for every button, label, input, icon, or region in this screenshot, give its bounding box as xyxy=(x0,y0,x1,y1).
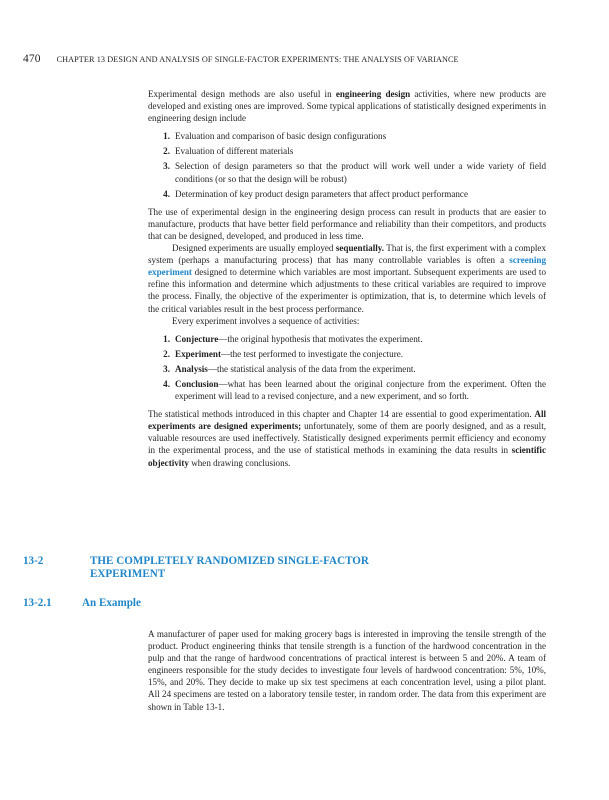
running-title: CHAPTER 13 DESIGN AND ANALYSIS OF SINGLE-FACTOR EXPERIMENTS: THE ANALYSIS OF VARIANCE xyxy=(56,55,459,64)
paragraph: Designed experiments are usually employed sequentially. That is, the first experiment with a complex system (perhaps a manufacturing process) that has many controllable variables is often a screening experiment designed to determine which variables are most important. Subsequent experiments are used to refine this information and determine which adjustments to these critical variables are required to improve the process. Finally, the objective of the experimenter is optimization, that is, to determine which levels of the critical variables result in the best process performance. xyxy=(148,243,546,314)
list-item: 4. Conclusion—what has been learned about the original conjecture from the experiment. Often the experiment will lead to a revised conjecture, and a new experiment, and so forth. xyxy=(163,378,546,402)
key-term: All experiments are designed experiments; xyxy=(148,409,546,432)
list-item: 3. Selection of design parameters so that the product will work well under a wide variety of field conditions (or so that the design will be robust) xyxy=(163,161,546,184)
paragraph: Experimental design methods are also useful in engineering design activities, where new products are developed and existing ones are improved. Some typical applications of statistically designed experiments in engineering design include xyxy=(148,89,546,124)
paragraph: Every experiment involves a sequence of activities: xyxy=(172,315,360,326)
list-item: 2. Evaluation of different materials xyxy=(163,146,294,157)
subsection-number: 13-2.1 xyxy=(23,597,52,609)
section-number: 13-2 xyxy=(23,555,44,567)
subsection-title: An Example xyxy=(82,597,141,609)
defined-term: screening experiment xyxy=(148,255,546,278)
paragraph: The use of experimental design in the engineering design process can result in products that are easier to manufacture, products that have better field performance and reliability than their competitors, and products that can be designed, developed, and produced in less time. xyxy=(148,206,546,241)
key-term: sequentially. xyxy=(335,243,385,254)
paragraph: The statistical methods introduced in this chapter and Chapter 14 are essential to good experimentation. All experiments are designed experiments; unfortunately, some of them are poorly designed, and as a result, valuable resources are used ineffectively. Statistically designed experiments permit efficiency and economy in the experimental process, and the use of statistical methods in examining the data results in scientific objectivity when drawing conclusions. xyxy=(148,409,546,468)
design-applications-list xyxy=(148,130,546,199)
example-text xyxy=(148,628,546,713)
subsection-heading xyxy=(23,597,141,609)
list-item: 1. Conjecture—the original hypothesis that motivates the experiment. xyxy=(163,333,423,344)
experiment-activities-list xyxy=(148,333,546,402)
key-term: scientific objectivity xyxy=(148,445,546,468)
running-head xyxy=(23,53,569,65)
list-item: 4. Determination of key product design parameters that affect product performance xyxy=(163,188,468,199)
intro-text xyxy=(148,88,546,469)
page-number: 470 xyxy=(23,53,41,65)
section-heading xyxy=(23,555,430,581)
list-item: 3. Analysis—the statistical analysis of the data from the experiment. xyxy=(163,363,416,374)
paragraph: A manufacturer of paper used for making grocery bags is interested in improving the tensile strength of the product. Product engineering thinks that tensile strength is a function of the hardwood concentration in the pulp and that the range of hardwood concentrations of practical interest is between 5 and 20%. A team of engineers responsible for the study decides to investigate four levels of hardwood concentration: 5%, 10%, 15%, and 20%. They decide to make up six test specimens at each concentration level, using a pilot plant. All 24 specimens are tested on a laboratory tensile tester, in random order. The data from this experiment are shown in Table 13-1. xyxy=(148,629,546,712)
key-term: engineering design xyxy=(335,89,411,99)
list-item: 2. Experiment—the test performed to investigate the conjecture. xyxy=(163,348,404,359)
list-item: 1. Evaluation and comparison of basic design configurations xyxy=(163,131,387,142)
section-title: THE COMPLETELY RANDOMIZED SINGLE-FACTOR EXPERIMENT xyxy=(90,555,369,580)
